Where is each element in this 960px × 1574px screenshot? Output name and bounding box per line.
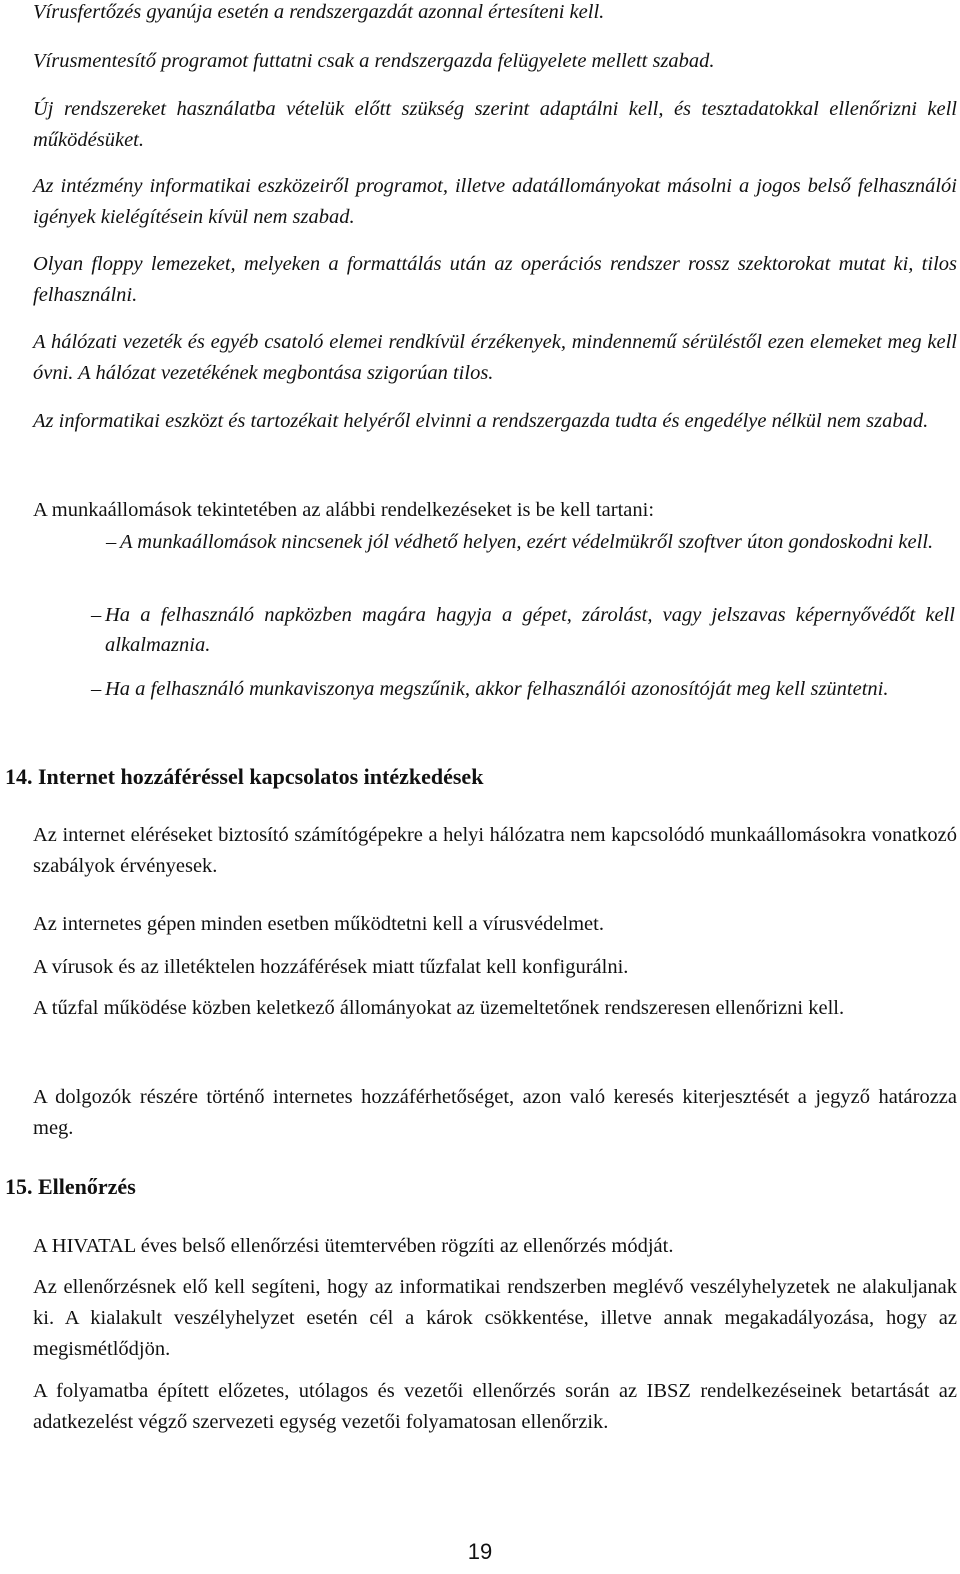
section-14-heading: 14. Internet hozzáféréssel kapcsolatos intézkedések xyxy=(5,764,484,789)
section-15-heading: 15. Ellenőrzés xyxy=(5,1174,136,1199)
list-item xyxy=(91,600,955,660)
paragraph-antivirus: Az internetes gépen minden esetben működtetni kell a vírusvédelmet. xyxy=(33,913,604,935)
paragraph-firewall-logs: A tűzfal működése közben keletkező állományokat az üzemeltetőnek rendszeresen ellenőrizni kell. xyxy=(33,997,845,1019)
dash-mark: – xyxy=(91,678,102,700)
paragraph-network-cable: A hálózati vezeték és egyéb csatoló elemei rendkívül érzékenyek, mindennemű sérüléstől ezen elemeket meg kell óvni. A hálózat vezetékének megbontása szigorúan tilos. xyxy=(33,331,957,384)
paragraph-virus-report: Vírusfertőzés gyanúja esetén a rendszergazdát azonnal értesíteni kell. xyxy=(33,1,605,23)
list-item xyxy=(91,674,955,704)
paragraph-virus-removal: Vírusmentesítő programot futtatni csak a rendszergazda felügyelete mellett szabad. xyxy=(33,50,715,72)
paragraph-copy-restriction: Az intézmény informatikai eszközeiről programot, illetve adatállományokat másolni a jogos belső felhasználói igények kielégítésein kívül nem szabad. xyxy=(33,175,957,228)
paragraph-workstation-intro: A munkaállomások tekintetében az alábbi rendelkezéseket is be kell tartani: xyxy=(33,499,655,521)
paragraph-firewall: A vírusok és az illetéktelen hozzáférések miatt tűzfalat kell konfigurálni. xyxy=(33,956,629,978)
paragraph-floppy: Olyan floppy lemezeket, melyeken a formattálás után az operációs rendszer rossz szektorokat mutat ki, tilos felhasználni. xyxy=(33,253,957,306)
list-item-text: Ha a felhasználó munkaviszonya megszűnik, akkor felhasználói azonosítóját meg kell szüntetni. xyxy=(105,678,889,700)
list-item-text: A munkaállomások nincsenek jól védhető helyen, ezért védelmükről szoftver úton gondoskodni kell. xyxy=(120,531,934,553)
dash-mark: – xyxy=(91,604,102,626)
paragraph-new-systems: Új rendszereket használatba vételük előtt szükség szerint adaptálni kell, és tesztadatokkal ellenőrizni kell működésüket. xyxy=(33,98,957,151)
list-item xyxy=(106,527,956,557)
paragraph-audit-plan: A HIVATAL éves belső ellenőrzési ütemtervében rögzíti az ellenőrzés módját. xyxy=(33,1235,674,1257)
paragraph-internet-access: A dolgozók részére történő internetes hozzáférhetőséget, azon való keresés kiterjesztését a jegyző határozza meg. xyxy=(33,1086,957,1139)
paragraph-audit-process: A folyamatba épített előzetes, utólagos és vezetői ellenőrzés során az IBSZ rendelkezéseinek betartását az adatkezelést végző szervezeti egység vezetői folyamatosan ellenőrzik. xyxy=(33,1380,957,1433)
page-number: 19 xyxy=(467,1539,493,1564)
list-item-text: Ha a felhasználó napközben magára hagyja a gépet, zárolást, vagy jelszavas képernyővédőt kell alkalmaznia. xyxy=(105,604,955,656)
dash-mark: – xyxy=(106,531,117,553)
paragraph-equipment-removal: Az informatikai eszközt és tartozékait helyéről elvinni a rendszergazda tudta és engedélye nélkül nem szabad. xyxy=(33,410,929,432)
paragraph-internet-rules: Az internet eléréseket biztosító számítógépekre a helyi hálózatra nem kapcsolódó munkaállomásokra vonatkozó szabályok érvényesek. xyxy=(33,824,957,877)
paragraph-audit-purpose: Az ellenőrzésnek elő kell segíteni, hogy az informatikai rendszerben meglévő veszélyhelyzetek ne alakuljanak ki. A kialakult veszélyhelyzet esetén cél a károk csökkentése, illetve annak megakadályozása, hogy az megismétlődjön. xyxy=(33,1276,957,1360)
